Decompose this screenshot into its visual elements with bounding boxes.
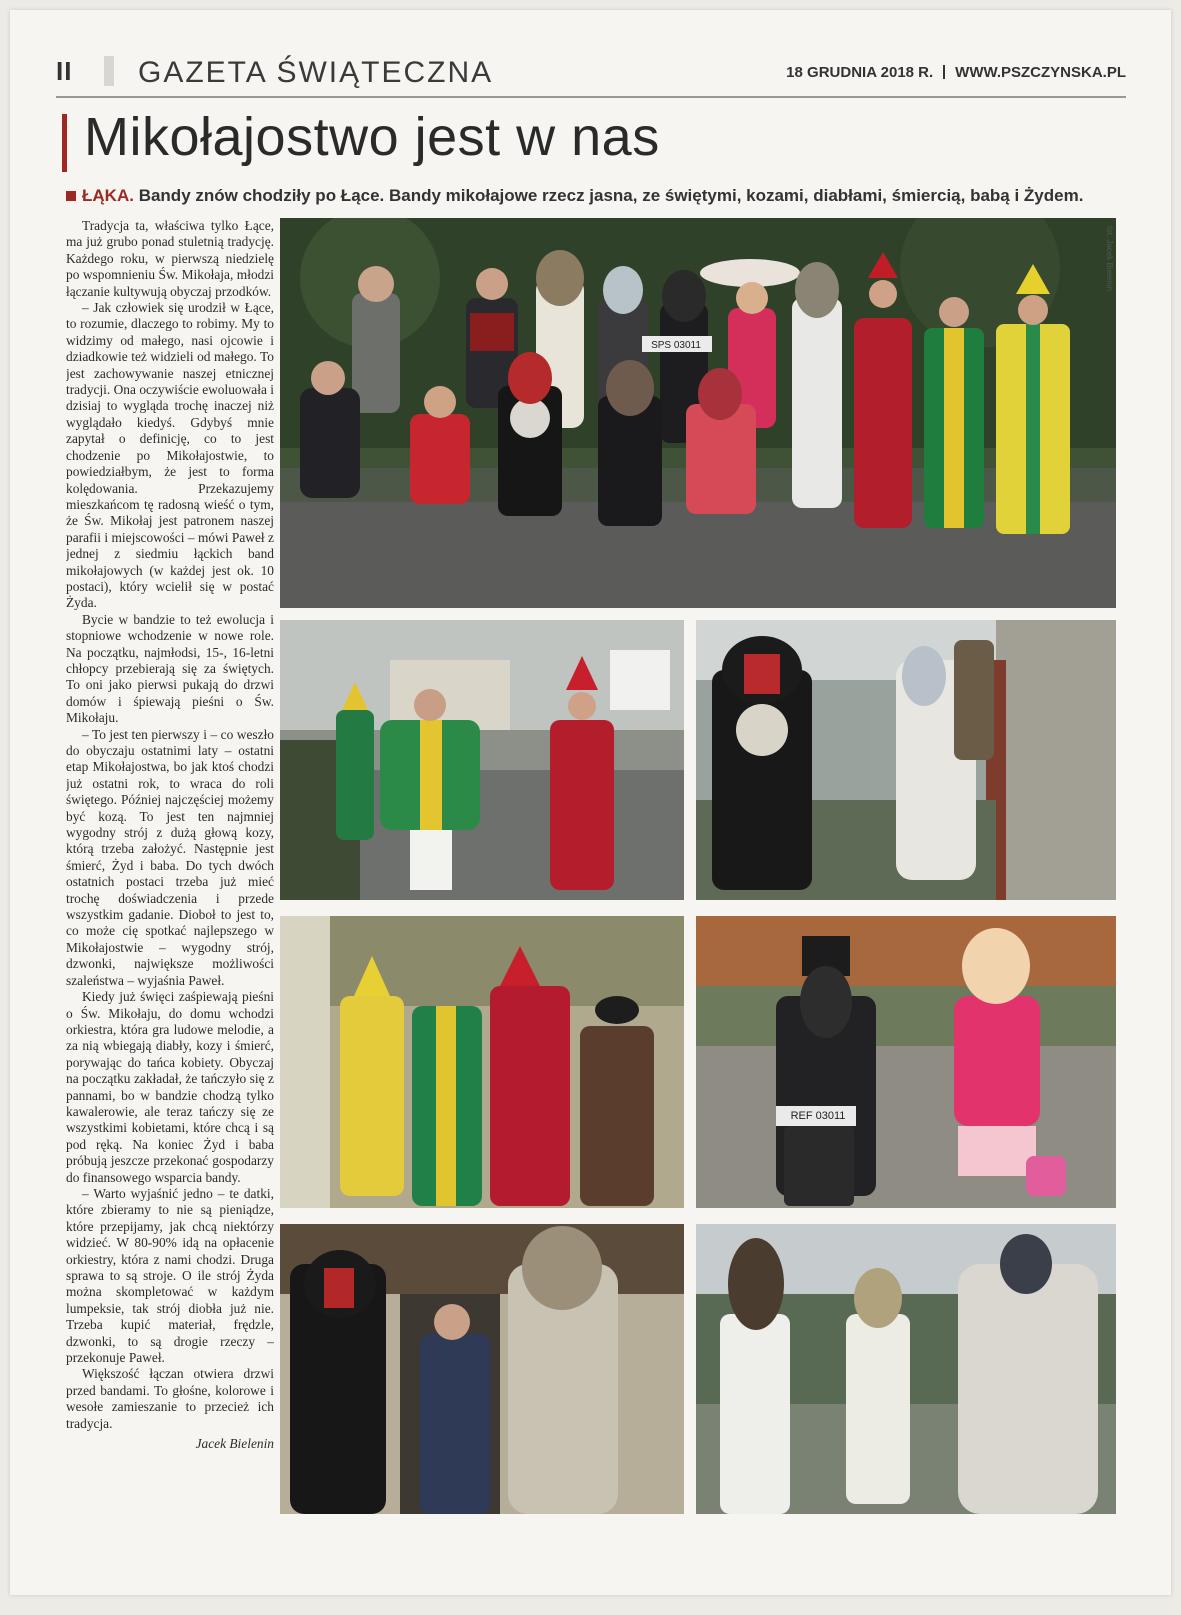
article-lead xyxy=(66,186,1083,206)
saints-at-door-photo xyxy=(280,916,684,1208)
website-link[interactable]: WWW.PSZCZYNSKA.PL xyxy=(955,64,1126,81)
paragraph: Bycie w bandzie to też ewolucja i stopniowe wchodzenie w nowe role. Na początku, najmłodsi, 15-, 16-letni chłopcy przebierają się za świętych. To oni jako pierwsi pukają do drzwi domów i śpiewają pieśni o Św. Mikołaju. xyxy=(66,611,274,726)
saints-walking-photo xyxy=(280,620,684,900)
lead-place: ŁĄKA. xyxy=(82,186,134,205)
photo-credit: fot. Jacek Bielenin xyxy=(1105,226,1114,291)
section-name: GAZETA ŚWIĄTECZNA xyxy=(138,56,494,89)
license-plate: SPS 03011 xyxy=(651,340,701,351)
issue-date: 18 GRUDNIA 2018 R. xyxy=(786,64,934,81)
article-body xyxy=(66,218,274,1513)
title-accent-bar xyxy=(62,114,67,172)
author-byline: Jacek Bielenin xyxy=(195,1436,274,1452)
paragraph: Tradycja ta, właściwa tylko Łące, ma już grubo ponad stuletnią tradycję. Każdego roku, w pierwszą niedzielę po wspomnieniu Św. Mikołaja, młodzi łączanie kultywują obyczaj przodków. xyxy=(66,218,274,299)
goats-and-death-photo xyxy=(696,1224,1116,1514)
article-title: Mikołajostwo jest w nas xyxy=(84,107,660,167)
paragraph: – To jest ten pierwszy i – co weszło do obyczaju ostatnimi laty – ostatni etap Mikołajostwa, bo jak ktoś chodzi już ostatni rok, to wraca do roli świętego. Później najczęściej możemy być kozą. To jest ten najmniej wygodny strój z dużą głową kozy, którą trzeba założyć. Następnie jest śmierć, Żyd i baba. Do tych dwóch ostatnich postaci trzeba już mieć trochę doświadczenia i przede wszystkim gadanie. Dioboł to jest to, co może cię spotkać najlepszego w Mikołajostwie – wygodny strój, dzwonki, największe możliwości szaleństwa – wyjaśnia Paweł. xyxy=(66,726,274,988)
devils-and-death-photo xyxy=(696,620,1116,900)
lead-text: Bandy znów chodziły po Łące. Bandy mikołajowe rzecz jasna, ze świętymi, kozami, diabłami, śmiercią, babą i Żydem. xyxy=(138,186,1084,205)
header-meta xyxy=(786,64,1126,81)
paragraph: Większość łączan otwiera drzwi przed bandami. To głośne, kolorowe i wesołe zamieszanie to przecież ich tradycja. xyxy=(66,1366,274,1431)
dancing-devil-photo xyxy=(280,1224,684,1514)
photo-license-plate: REF 03011 xyxy=(790,1110,846,1122)
header-divider xyxy=(104,56,114,86)
main-group-photo xyxy=(280,218,1116,608)
newspaper-page xyxy=(10,10,1171,1595)
paragraph: Kiedy już święci zaśpiewają pieśni o Św. Mikołaju, do domu wchodzi orkiestra, która gra ludowe melodie, a za nią wbiegają diabły, kozy i śmierć, porywając do tańca kobiety. Obyczaj na początku zakładał, że tańczyło się z pannami, bo w bandzie chodzą tylko kawalerowie, ale teraz tańczy się ze wszystkimi kobietami, które chcą i są pod ręką. Na koniec Żyd i baba próbują jeszcze przekonać gospodarzy do finansowego wsparcia bandy. xyxy=(66,989,274,1185)
header-rule xyxy=(56,96,1126,98)
lead-square-icon xyxy=(66,191,76,201)
jew-and-baba-photo xyxy=(696,916,1116,1208)
paragraph: – Warto wyjaśnić jedno – te datki, które zbieramy to nie są pieniądze, które przepijamy, jak chcą niektórzy widzieć. W 80-90% idą na opłacenie orkiestry, która z nami chodzi. Druga sprawa to są stroje. O ile strój Żyda można skompletować w każdym lumpeksie, tak strój diobła już nie. Trzeba kupić materiał, frędzle, dzwonki, to są drogie rzeczy – przekonuje Paweł. xyxy=(66,1185,274,1366)
page-header xyxy=(56,50,1126,96)
paragraph: – Jak człowiek się urodził w Łące, to rozumie, dlaczego to robimy. My to widzimy od małego, nasi ojcowie i dziadkowie też widzieli od małego. To jest zachowywanie naszej etnicznej tradycji. Ona oczywiście ewoluowała i dzisiaj to wygląda trochę inaczej niż wyglądało kiedyś. Gdybyś mnie zapytał o definicję, co to jest chodzenie po Mikołajostwie, to powiedziałbym, że jest to forma kolędowania. Przekazujemy mieszkańcom tę radosną wieść o tym, że Św. Mikołaj jest patronem naszej parafii i miejscowości – mówi Paweł z jednej z siedmiu łąckich band mikołajowych (w każdej jest ok. 10 postaci), który wcielił się w postać Żyda. xyxy=(66,300,274,611)
header-separator xyxy=(943,65,945,79)
page-number: II xyxy=(56,56,73,86)
